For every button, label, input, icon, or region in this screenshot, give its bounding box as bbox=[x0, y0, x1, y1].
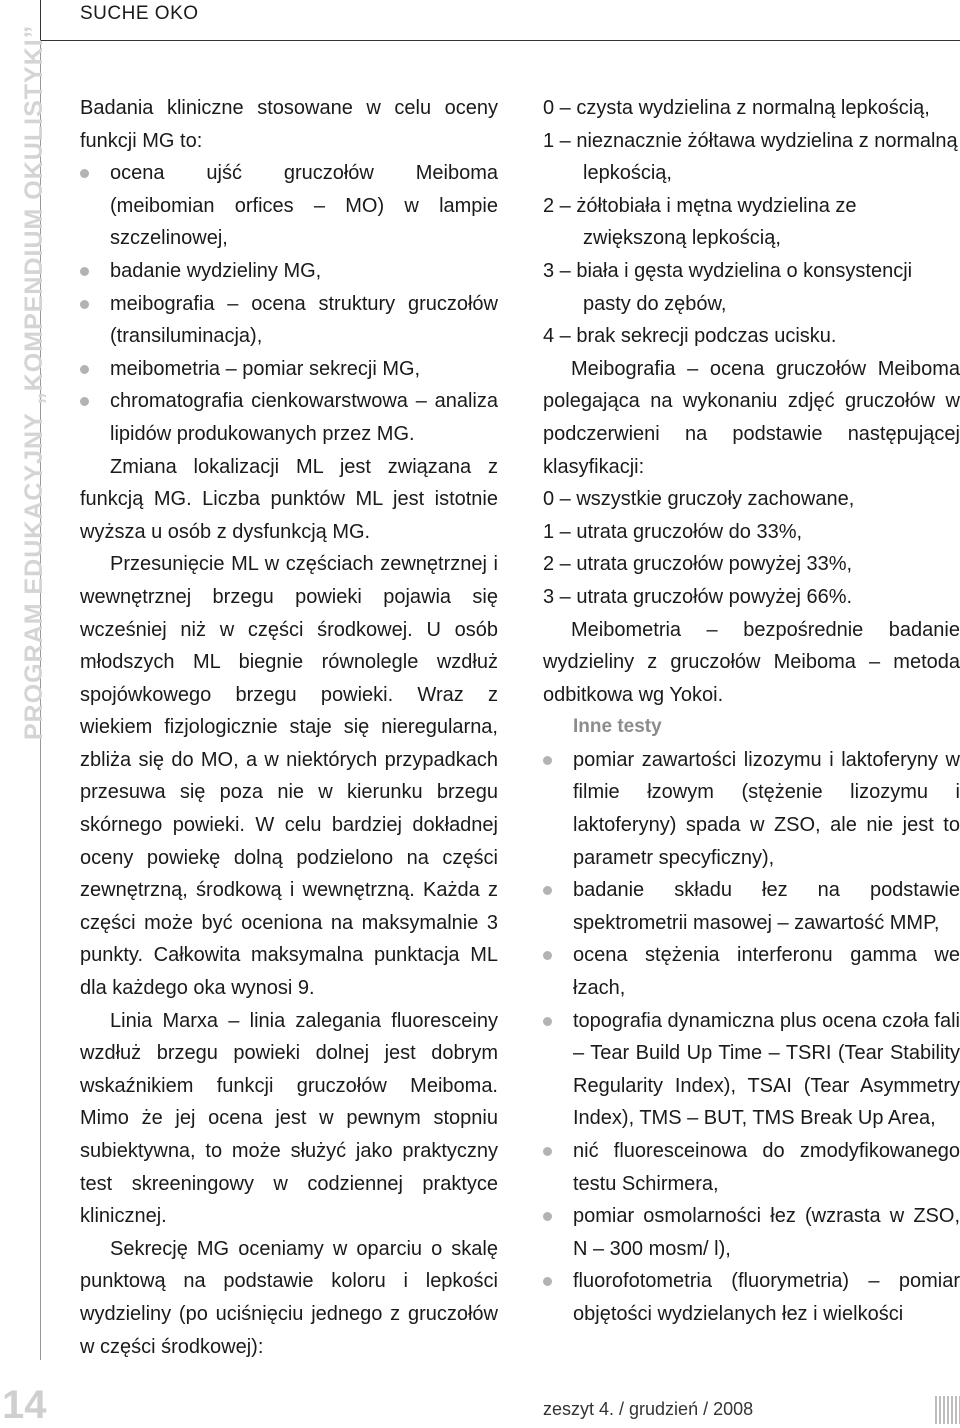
sidebar-banner: PROGRAM EDUKACYJNY „KOMPENDIUM OKULISTYKI” bbox=[20, 24, 48, 740]
list-item: fluorofotometria (fluorymetria) – pomiar objętości wydzielanych łez i wielkości bbox=[543, 1265, 960, 1330]
meibography-intro: Meibografia – ocena gruczołów Meiboma polegająca na wykonaniu zdjęć gruczołów w podczerwieni na podstawie następującej klasyfikacji: bbox=[543, 357, 960, 478]
paragraph: Sekrecję MG oceniamy w oparciu o skalę punktową na podstawie koloru i lepkości wydzieliny (po uciśnięciu jednego z gruczołów w części środkowej): bbox=[80, 1237, 498, 1358]
list-item: ocena stężenia interferonu gamma we łzach, bbox=[543, 939, 960, 1004]
intro-text: Badania kliniczne stosowane w celu oceny funkcji MG to: bbox=[80, 97, 498, 152]
meibography-scale-item: 3 – utrata gruczołów powyżej 66%. bbox=[543, 585, 853, 608]
meibography-scale-item: 0 – wszystkie gruczoły zachowane, bbox=[543, 488, 855, 511]
secretion-scale-item: 1 – nieznacznie żółtawa wydzielina z normalną lepkością, bbox=[543, 129, 958, 185]
other-tests-list bbox=[543, 744, 960, 1331]
list-item: pomiar osmolarności łez (wzrasta w ZSO, N – 300 mosm/ l), bbox=[543, 1200, 960, 1265]
secretion-scale-item: 0 – czysta wydzielina z normalną lepkością, bbox=[543, 97, 930, 119]
left-column bbox=[80, 92, 498, 1363]
paragraph: Zmiana lokalizacji ML jest związana z funkcją MG. Liczba punktów ML jest istotnie wyższa u osób z dysfunkcją MG. bbox=[80, 455, 498, 543]
list-item: ocena ujść gruczołów Meiboma (meibomian orfices – MO) w lampie szczelinowej, bbox=[80, 157, 498, 255]
paragraph: Linia Marxa – linia zalegania fluoresceiny wzdłuż brzegu powieki dolnej jest dobrym wskaźnikiem funkcji gruczołów Meiboma. Mimo że jej ocena jest w pewnym stopniu subiektywna, to może służyć jako praktyczny test skreeningowy w codziennej praktyce klinicznej. bbox=[80, 1009, 498, 1228]
list-item: meibometria – pomiar sekrecji MG, bbox=[80, 353, 498, 386]
list-item: meibografia – ocena struktury gruczołów (transiluminacja), bbox=[80, 288, 498, 353]
meibometry-text: Meibometria – bezpośrednie badanie wydzieliny z gruczołów Meiboma – metoda odbitkowa wg Yokoi. bbox=[543, 618, 960, 706]
header-rule-horizontal bbox=[40, 40, 960, 41]
secretion-scale-item: 3 – biała i gęsta wydzielina o konsystencji pasty do zębów, bbox=[543, 259, 913, 315]
other-tests-heading: Inne testy bbox=[573, 716, 662, 738]
list-item: chromatografia cienkowarstwowa – analiza lipidów produkowanych przez MG. bbox=[80, 385, 498, 450]
list-item: badanie wydzieliny MG, bbox=[80, 255, 498, 288]
paragraph: Przesunięcie ML w częściach zewnętrznej i wewnętrznej brzegu powieki pojawia się wcześniej niż w części środkowej. U osób młodszych ML biegnie równolegle wzdłuż spojówkowego brzegu powieki. Wraz z wiekiem fizjologicznie staje się nieregularna, zbliża się do MO, a w niektórych przypadkach przesuwa się poza nie w kierunku brzegu skórnego powieki. W celu bardziej dokładnej oceny powiekę dolną podzielono na części zewnętrzną, środkową i wewnętrzną. Każda z części może być oceniona na maksymalnie 3 punkty. Całkowita maksymalna punktacja ML dla każdego oka wynosi 9. bbox=[80, 553, 498, 1000]
footer-ornament bbox=[935, 1396, 960, 1424]
secretion-scale-item: 4 – brak sekrecji podczas ucisku. bbox=[543, 325, 837, 348]
meibography-scale-item: 2 – utrata gruczołów powyżej 33%, bbox=[543, 553, 853, 576]
right-column bbox=[543, 92, 960, 1331]
issue-label: zeszyt 4. / grudzień / 2008 bbox=[543, 1399, 754, 1419]
list-item: pomiar zawartości lizozymu i laktoferyny w filmie łzowym (stężenie lizozymu i laktoferyny) spada w ZSO, ale nie jest to parametr specyficzny), bbox=[543, 744, 960, 874]
list-item: badanie składu łez na podstawie spektrometrii masowej – zawartość MMP, bbox=[543, 874, 960, 939]
list-item: topografia dynamiczna plus ocena czoła fali – Tear Build Up Time – TSRI (Tear Stability Regularity Index), TSAI (Tear Asymmetry Index), TMS – BUT, TMS Break Up Area, bbox=[543, 1005, 960, 1135]
secretion-scale-item: 2 – żółtobiała i mętna wydzielina ze zwiększoną lepkością, bbox=[543, 194, 857, 250]
page-header-title: SUCHE OKO bbox=[80, 3, 199, 24]
meibography-scale-item: 1 – utrata gruczołów do 33%, bbox=[543, 520, 803, 543]
list-item: nić fluoresceinowa do zmodyfikowanego testu Schirmera, bbox=[543, 1135, 960, 1200]
clinical-tests-list bbox=[80, 157, 498, 450]
page-number: 14 bbox=[2, 1383, 47, 1427]
